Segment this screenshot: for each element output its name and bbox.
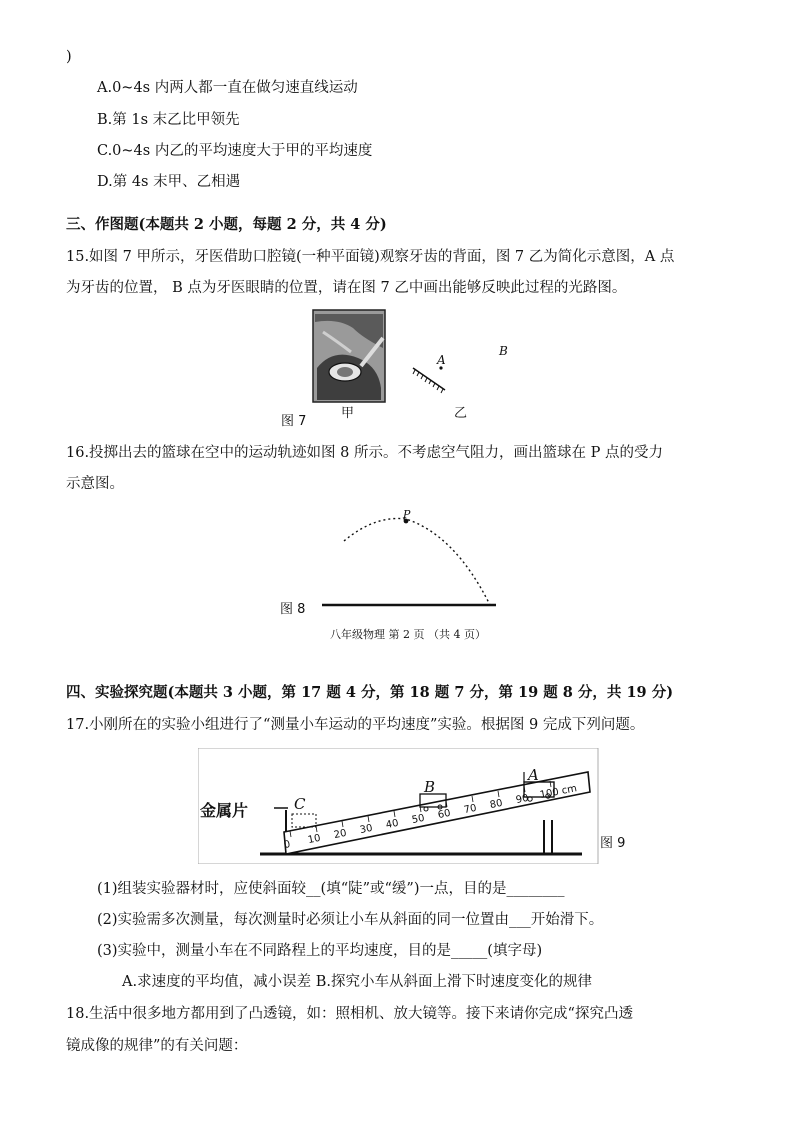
ruler-tick-100: 100 cm <box>538 783 578 802</box>
cart-b-label: B <box>424 778 436 796</box>
ruler-tick-90: 90 <box>514 792 530 807</box>
figure-7-drawing <box>283 308 503 432</box>
q17-sub3: (3)实验中，测量小车在不同路程上的平均速度，目的是_____(填字母) <box>97 943 543 959</box>
metal-plate-label: 金属片 <box>200 801 249 820</box>
q14-option-b: B.第 1s 末乙比甲领先 <box>97 112 240 128</box>
q16-line1: 16.投掷出去的篮球在空中的运动轨迹如图 8 所示。不考虑空气阻力，画出篮球在 P 点的受力 <box>66 445 663 461</box>
page-footer: 八年级物理 第 2 页 （共 4 页） <box>330 628 486 641</box>
cart-a-label: A <box>528 766 539 784</box>
q15-line1: 15.如图 7 甲所示，牙医借助口腔镜(一种平面镜)观察牙齿的背面，图 7 乙为简化示意图，A 点 <box>66 249 675 265</box>
point-a-label: A <box>437 353 446 367</box>
trajectory-dashed <box>344 518 490 605</box>
q15-line2: 为牙齿的位置， B 点为牙医眼睛的位置，请在图 7 乙中画出能够反映此过程的光路图。 <box>66 280 627 296</box>
ruler-tick-10: 10 <box>306 832 322 847</box>
point-b-label: B <box>499 344 508 358</box>
q17-stem: 17.小刚所在的实验小组进行了“测量小车运动的平均速度”实验。根据图 9 完成下列问题。 <box>66 717 645 733</box>
figure-9-caption: 图 9 <box>600 836 626 851</box>
figure-7 <box>281 308 508 432</box>
figure-8-drawing <box>270 505 510 615</box>
q17-sub2: (2)实验需多次测量，每次测量时必须让小车从斜面的同一位置由___开始滑下。 <box>97 912 604 928</box>
figure-7-label-jia: 甲 <box>341 406 355 421</box>
ruler-tick-70: 70 <box>462 802 478 817</box>
q14-stem-tail: ) <box>66 49 72 65</box>
q18-line1: 18.生活中很多地方都用到了凸透镜，如：照相机、放大镜等。接下来请你完成“探究凸透 <box>66 1006 633 1022</box>
point-p-label: P <box>403 508 411 521</box>
ruler-tick-80: 80 <box>488 797 504 812</box>
figure-8-caption: 图 8 <box>280 602 306 617</box>
q16-line2: 示意图。 <box>66 476 124 492</box>
ruler-tick-0: 0 <box>282 839 292 852</box>
ruler-tick-50: 50 <box>410 812 426 827</box>
figure-7-label-yi: 乙 <box>454 406 468 421</box>
section4-title: 四、实验探究题(本题共 3 小题，第 17 题 4 分，第 18 题 7 分，第 19 题 8 分，共 19 分) <box>66 684 674 701</box>
q14-option-a: A.0~4s 内两人都一直在做匀速直线运动 <box>97 80 358 96</box>
figure-9-drawing <box>198 748 638 864</box>
figure-9 <box>198 748 638 864</box>
mirror-hatching <box>413 370 443 393</box>
q18-line2: 镜成像的规律”的有关问题： <box>66 1038 248 1054</box>
cart-c-label: C <box>294 795 306 813</box>
q14-option-d: D.第 4s 末甲、乙相遇 <box>97 174 241 190</box>
section3-title: 三、作图题(本题共 2 小题，每题 2 分，共 4 分) <box>66 216 387 233</box>
q17-sub1: (1)组装实验器材时，应使斜面较__(填“陡”或“缓”)一点，目的是________ <box>97 881 565 897</box>
q17-sub3-options: A.求速度的平均值，减小误差 B.探究小车从斜面上滑下时速度变化的规律 <box>122 974 592 990</box>
q14-option-c: C.0~4s 内乙的平均速度大于甲的平均速度 <box>97 143 373 159</box>
figure-8 <box>270 505 510 615</box>
ruler-tick-40: 40 <box>384 817 400 832</box>
ruler-tick-30: 30 <box>358 822 374 837</box>
cart-c <box>292 814 316 827</box>
mirror-line <box>413 368 445 390</box>
ruler-tick-20: 20 <box>332 827 348 842</box>
ruler-tick-60: 60 <box>436 807 452 822</box>
figure-7-caption: 图 7 <box>281 414 307 429</box>
